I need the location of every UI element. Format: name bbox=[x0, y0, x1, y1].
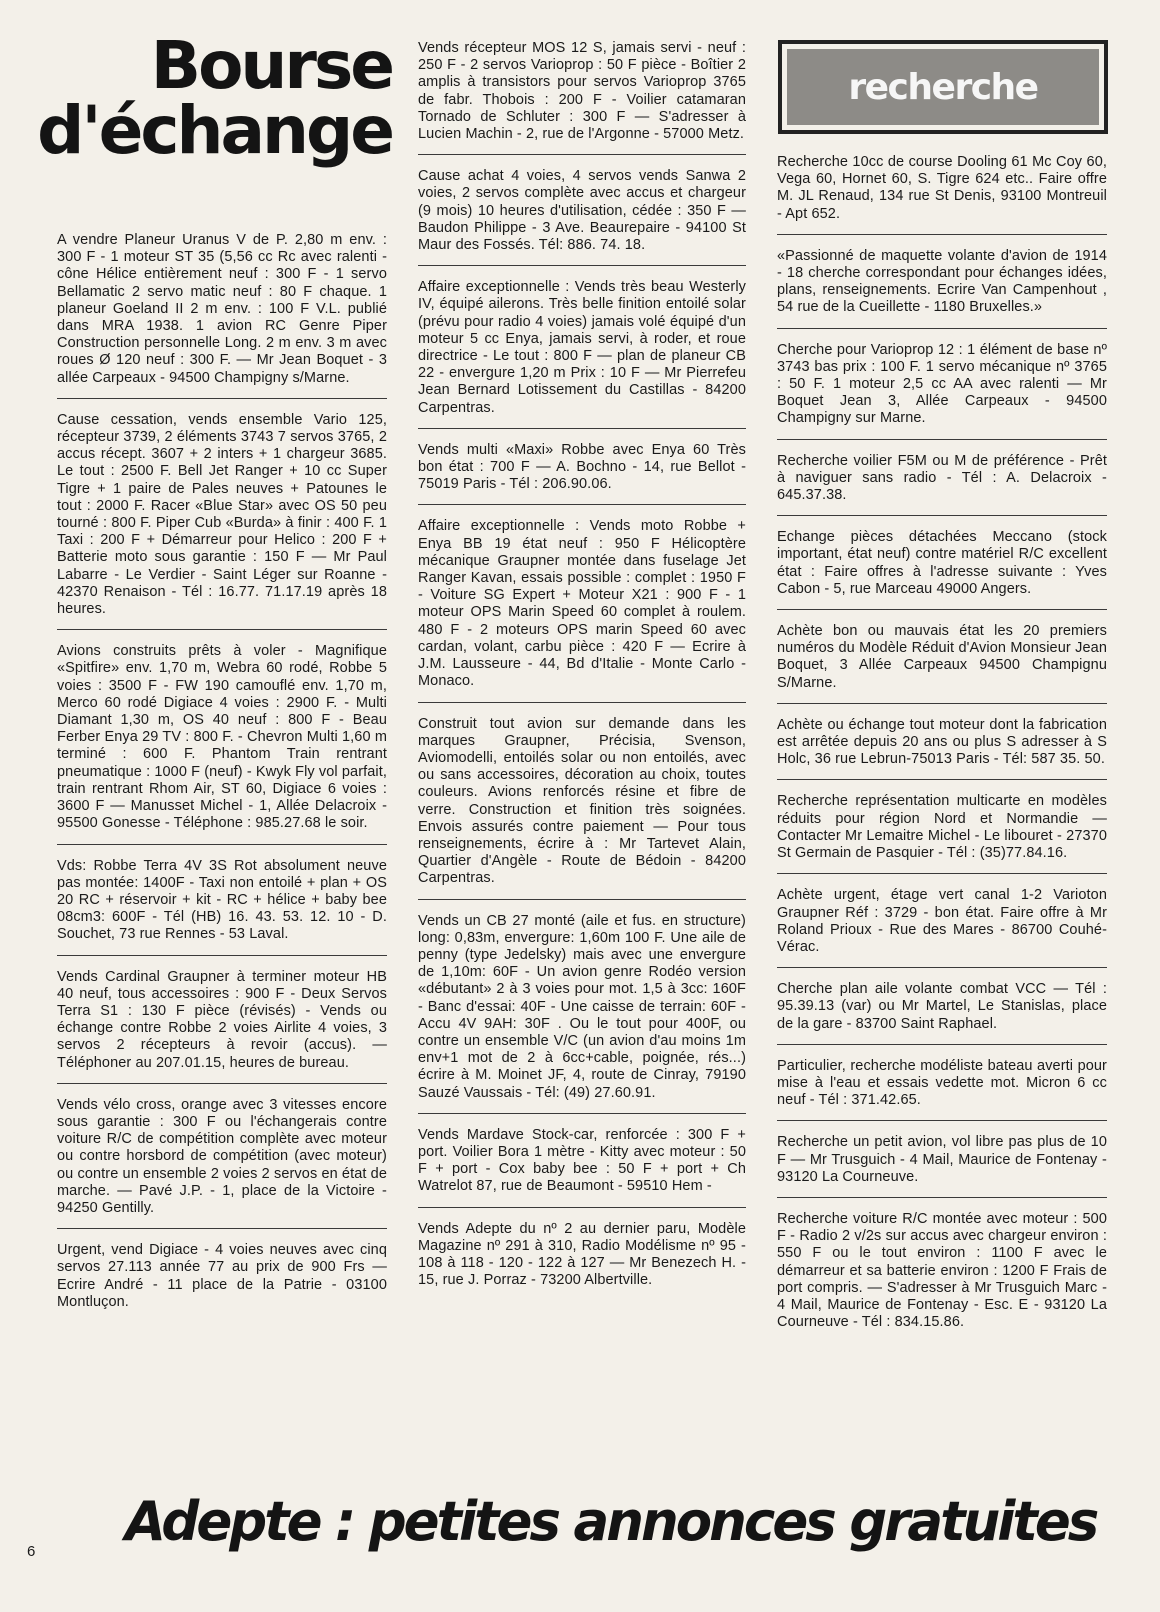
page-number: 6 bbox=[27, 1543, 36, 1560]
classified-ad: Vends récepteur MOS 12 S, jamais servi - neuf : 250 F - 2 servos Varioprop : 50 F pièce - Boîtier 2 amplis à transistors pour servos Varioprop 3765 de fabr. Thobois : 200 F - Voilier catamaran Tornado de Schluter : 300 F — S'adresser à Lucien Machin - 2, rue de l'Argonne - 57000 Metz. bbox=[418, 36, 746, 155]
classified-ad: Cause cessation, vends ensemble Vario 125, récepteur 3739, 2 éléments 3743 7 servos 3765, 2 accus récept. 3607 + 2 inters + 1 chargeur 3685. Le tout : 2500 F. Bell Jet Ranger + 10 cc Super Tigre + 1 paire de Pales neuves + Patounes le tout : 2000 F. Racer «Blue Star» avec OS 50 peu tourné : 800 F. Piper Cub «Burda» à finir : 400 F. 1 Taxi : 200 F + Démarreur pour Helico : 200 F + Batterie moto sous garantie : 150 F — Mr Paul Labarre - Le Verdier - Saint Léger sur Roanne - 42370 Renaison - Tél : 16.77. 71.17.19 après 18 heures. bbox=[57, 408, 387, 630]
classified-ad: Recherche 10cc de course Dooling 61 Mc Coy 60, Vega 60, Hornet 60, S. Tigre 624 etc.. Faire offre M. JL Renaud, 134 rue St Denis, 93100 Montreuil - Apt 652. bbox=[777, 150, 1107, 235]
ads-column-2 bbox=[418, 36, 746, 1309]
classified-ad: Achète ou échange tout moteur dont la fabrication est arrêtée depuis 20 ans ou plus S adresser à S Holc, 36 rue Lebrun-75013 Paris - Tél: 587 35. 50. bbox=[777, 713, 1107, 781]
page-title bbox=[30, 27, 392, 169]
classified-ad: Echange pièces détachées Meccano (stock important, état neuf) contre matériel R/C excellent état : Faire offres à l'adresse suivante : Yves Cabon - 5, rue Marceau 49000 Angers. bbox=[777, 525, 1107, 610]
classified-ad: Vends un CB 27 monté (aile et fus. en structure) long: 0,83m, envergure: 1,60m 100 F. Une aile de penny (type Jedelsky) mais avec une envergure de 1,10m: 60F - Un avion genre Rodéo version «débutant» 2 à 3 voies pour mot. 1,5 à 3cc: 160F - Banc d'essai: 40F - Une caisse de terrain: 60F - Accu 4V 9AH: 30F . Ou le tout pour 400F, ou contre un ensemble V/C (un avion d'au moins 1m env+1 mot de 2 à 6cc+cable, poignée, rés...) écrire à M. Moinet JF, 4, route de Cinray, 79190 Sauzé Vaussais - Tél: (49) 27.60.91. bbox=[418, 909, 746, 1114]
classified-ad: Avions construits prêts à voler - Magnifique «Spitfire» env. 1,70 m, Webra 60 rodé, Robbe 5 voies : 3500 F - FW 190 camouflé env. 1,70 m, Merco 60 rodé Digiace 4 voies : 2900 F. - Multi Diamant 1,30 m, OS 40 neuf : 800 F - Beau Ferber Enya 29 TV : 800 F. - Chevron Multi 1,60 m terminé : 600 F. Phantom Train rentrant pneumatique : 1000 F (neuf) - Kwyk Fly vol parfait, train rentrant Rhom Air, ST 60, Digiace 6 voies : 3600 F — Manusset Michel - 1, Allée Delacroix - 95500 Gonesse - Téléphone : 985.27.68 le soir. bbox=[57, 639, 387, 844]
classified-ad: Particulier, recherche modéliste bateau averti pour mise à l'eau et essais vedette mot. Micron 6 cc neuf - Tél : 371.42.65. bbox=[777, 1054, 1107, 1122]
classified-ad: Vends Mardave Stock-car, renforcée : 300 F + port. Voilier Bora 1 mètre - Kitty avec moteur : 50 F + port - Cox baby bee : 50 F + port + Ch Watrelot 87, rue de Beaumont - 59510 Hem - bbox=[418, 1123, 746, 1208]
classified-ad: Cherche plan aile volante combat VCC — Tél : 95.39.13 (var) ou Mr Martel, Le Stanislas, place de la gare - 83700 Saint Raphael. bbox=[777, 977, 1107, 1045]
classified-ad: Construit tout avion sur demande dans les marques Graupner, Précisia, Svenson, Aviomodelli, entoilés solar ou non entoilés, avec ou sans accessoires, décoration au choix, toutes couleurs. Avions renforcés résine et fibre de verre. Construction et finition très soignées. Envois assurés contre paiement — Pour tous renseignements, écrire à : Mr Tartevet Alain, Quartier d'Angèle - Route de Bédoin - 84200 Carpentras. bbox=[418, 712, 746, 900]
recherche-label: recherche bbox=[848, 66, 1038, 108]
classified-ad: «Passionné de maquette volante d'avion de 1914 - 18 cherche correspondant pour échanges idées, plans, renseignements. Ecrire Van Campenhout , 54 rue de la Cueillette - 1180 Bruxelles.» bbox=[777, 244, 1107, 329]
classified-ad: Cause achat 4 voies, 4 servos vends Sanwa 2 voies, 2 servos complète avec accus et chargeur (9 mois) 10 heures d'utilisation, cédée : 350 F — Baudon Philippe - 3 Ave. Beaurepaire - 94100 St Maur des Fossés. Tél: 886. 74. 18. bbox=[418, 164, 746, 266]
classified-ad: Vends vélo cross, orange avec 3 vitesses encore sous garantie : 300 F ou l'échangerais contre voiture R/C de compétition complète avec moteur ou contre horsbord de compétition (avec moteur) ou contre un ensemble 2 voies 2 servos en état de marche. — Pavé J.P. - 1, place de la Victoire - 94250 Gentilly. bbox=[57, 1093, 387, 1229]
classified-ad: Affaire exceptionnelle : Vends très beau Westerly IV, équipé ailerons. Très belle finition entoilé solar (prévu pour radio 4 voies) jamais volé équipé d'un moteur 5 cc Enya, jamais servi, à roder, et roue directrice - Le tout : 800 F — plan de planeur CB 22 - envergure 1,20 m Prix : 10 F — Mr Pierrefeu Jean Bernard Lotissement du Castillas - 84200 Carpentras. bbox=[418, 275, 746, 429]
recherche-banner bbox=[778, 40, 1108, 134]
classified-ad: A vendre Planeur Uranus V de P. 2,80 m env. : 300 F - 1 moteur ST 35 (5,56 cc Rc avec ralenti - cône Hélice entièrement neuf : 300 F - 1 servo Bellamatic 2 servo matic neuf : 80 F chaque. 1 planeur Goeland II 2 m env. : 100 F V.L. publié dans MRA 1938. 1 avion RC Genre Piper Construction personnelle Long. 2 m env. 3 m avec roues Ø 120 neuf : 300 F. — Mr Jean Boquet - 3 allée Carpeaux - 94500 Champigny s/Marne. bbox=[57, 228, 387, 399]
recherche-banner-inner bbox=[787, 49, 1099, 125]
classified-ad: Vends Adepte du nº 2 au dernier paru, Modèle Magazine nº 291 à 310, Radio Modélisme nº 95 - 108 à 118 - 120 - 122 à 127 — Mr Benezech H. - 15, rue J. Porraz - 73200 Albertville. bbox=[418, 1220, 746, 1289]
classified-ad: Achète bon ou mauvais état les 20 premiers numéros du Modèle Réduit d'Avion Monsieur Jean Boquet, 3 Allée Carpeaux 94500 Champignu S/Marne. bbox=[777, 619, 1107, 704]
footer-title: Adepte : petites annonces gratuites bbox=[125, 1490, 1097, 1553]
classified-ad: Vends Cardinal Graupner à terminer moteur HB 40 neuf, tous accessoires : 900 F - Deux Servos Terra S1 : 130 F pièce (révisés) - Vends ou échange contre Robbe 2 voies Airlite 4 voies, 3 servos 2 récepteurs à revoir (accus). — Téléphoner au 207.01.15, heures de bureau. bbox=[57, 965, 387, 1084]
page-title-line1: Bourse bbox=[150, 27, 392, 104]
classified-ad: Affaire exceptionnelle : Vends moto Robbe + Enya BB 19 état neuf : 950 F Hélicoptère mécanique Graupner montée dans fuselage Jet Ranger Kavan, essais possible : complet : 1950 F - Voiture SG Expert + Moteur X21 : 900 F - 1 moteur OPS Marin Speed 60 complet à roulem. 480 F - 2 moteurs OPS marin Speed 60 avec cardan, volant, carbu pièce : 420 F — Ecrire à J.M. Lausseure - 44, Bd d'Italie - Monte Carlo - Monaco. bbox=[418, 514, 746, 702]
classified-ad: Achète urgent, étage vert canal 1-2 Varioton Graupner Réf : 3729 - bon état. Faire offre à Mr Roland Prioux - Rue des Mares - 86700 Couhé-Vérac. bbox=[777, 883, 1107, 968]
ads-column-3 bbox=[777, 150, 1107, 1351]
ads-column-1 bbox=[57, 228, 387, 1331]
classified-ad: Urgent, vend Digiace - 4 voies neuves avec cinq servos 27.113 année 77 au prix de 900 Frs — Ecrire André - 11 place de la Patrie - 03100 Montluçon. bbox=[57, 1242, 387, 1310]
classified-ad: Vends multi «Maxi» Robbe avec Enya 60 Très bon état : 700 F — A. Bochno - 14, rue Bellot - 75019 Paris - Tél : 206.90.06. bbox=[418, 438, 746, 506]
classified-ad: Cherche pour Varioprop 12 : 1 élément de base nº 3743 bas prix : 100 F. 1 servo mécanique nº 3765 : 50 F. 1 moteur 2,5 cc AA avec ralenti — Mr Boquet Jean 3, Allée Carpeaux - 94500 Champigny sur Marne. bbox=[777, 338, 1107, 440]
classified-ad: Recherche voilier F5M ou M de préférence - Prêt à naviguer sans radio - Tél : A. Delacroix - 645.37.38. bbox=[777, 449, 1107, 517]
page-title-line2: d'échange bbox=[37, 91, 392, 169]
classified-ad: Recherche voiture R/C montée avec moteur : 500 F - Radio 2 v/2s sur accus avec chargeur environ : 550 F ou le tout environ : 1100 F avec le démarreur et sa batterie environ : 1200 F Frais de port compris. — S'adresser à Mr Trusguich Marc - 4 Mail, Maurice de Fontenay - Esc. E - 93120 La Courneuve - Tél : 834.15.86. bbox=[777, 1210, 1107, 1331]
classified-ad: Recherche représentation multicarte en modèles réduits pour région Nord et Normandie — Contacter Mr Lemaitre Michel - Le libouret - 27370 St Germain de Pasquier - Tél : (35)77.84.16. bbox=[777, 789, 1107, 874]
classified-ad: Vds: Robbe Terra 4V 3S Rot absolument neuve pas montée: 1400F - Taxi non entoilé + plan + OS 20 RC + réservoir + kit - RC + hélice + baby bee 08cm3: 600F - Tél (HB) 16. 43. 53. 12. 10 - D. Souchet, 73 rue Rennes - 53 Laval. bbox=[57, 854, 387, 956]
classified-ad: Recherche un petit avion, vol libre pas plus de 10 F — Mr Trusguich - 4 Mail, Maurice de Fontenay - 93120 La Courneuve. bbox=[777, 1130, 1107, 1198]
